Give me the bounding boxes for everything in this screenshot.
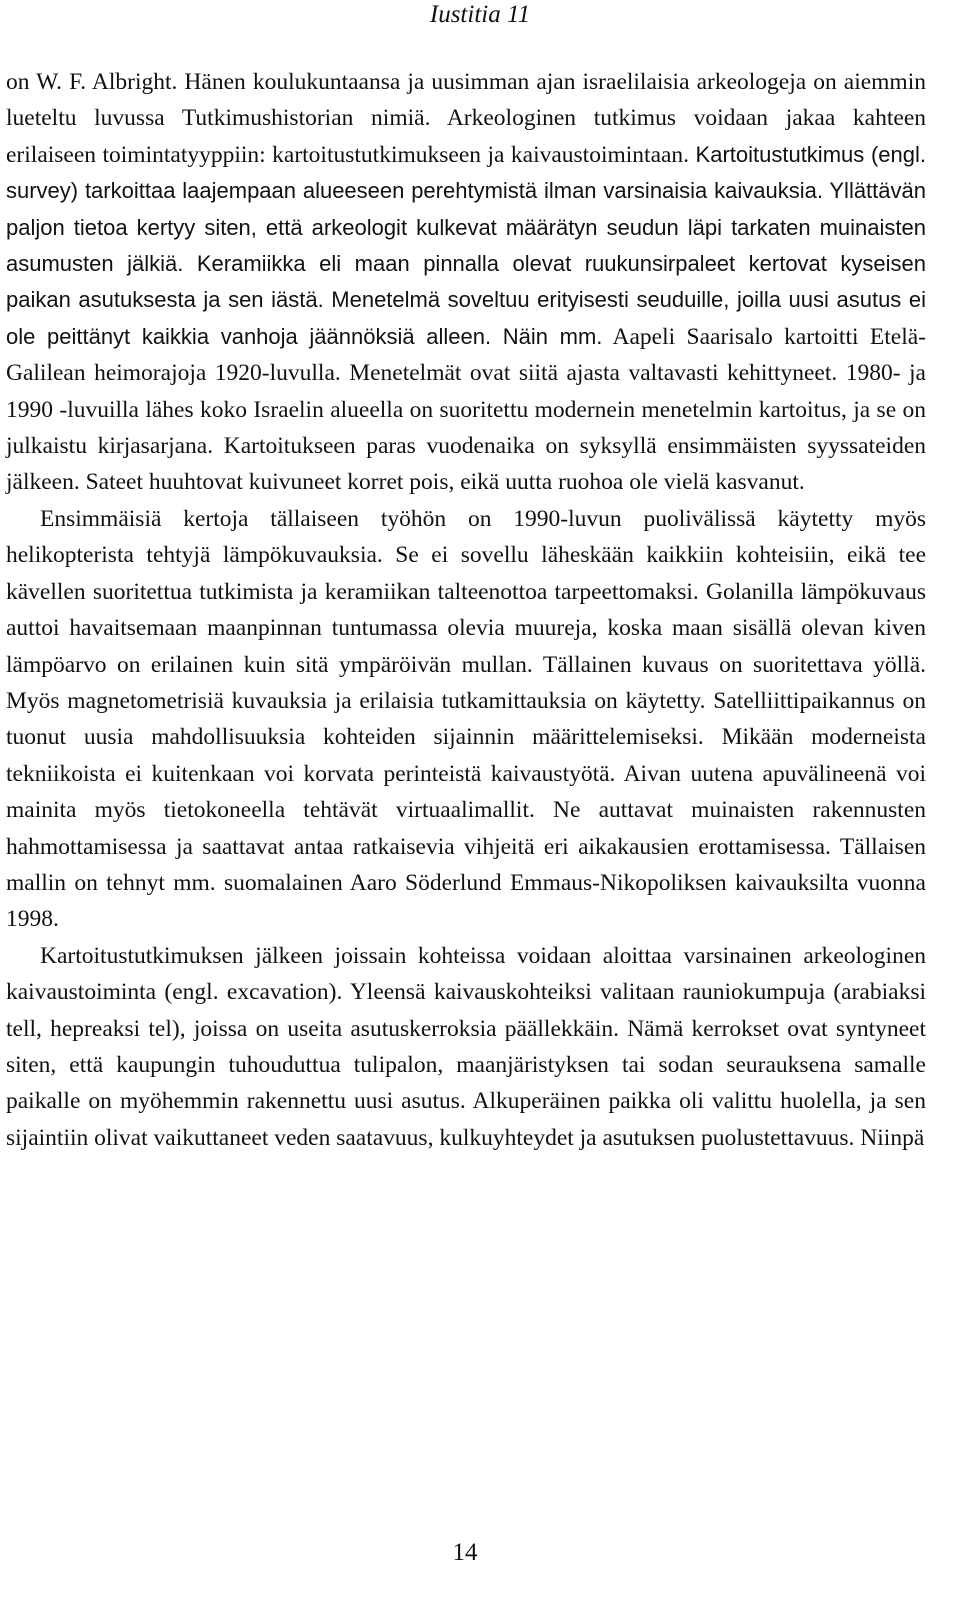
paragraph-survey-serif-rest: Aapeli Saarisalo kartoitti Etelä-Galilean heimorajoja 1920-luvulla. Menetelmät ovat siitä ajasta valtavasti kehittyneet. 1980- ja 1990 -luvuilla lähes koko Israelin alueella on suoritettu modernein menetelmin kartoitus, ja se on julkaistu kirjasarjana. Kartoitukseen paras vuodenaika on syksyllä ensimmäisten syyssateiden jälkeen. Sateet huuhtovat kuivuneet korret pois, eikä uutta ruohoa ole vielä kasvanut. bbox=[6, 323, 927, 496]
paragraph-survey-sans-span: Kartoitustutkimus (engl. survey) tarkoittaa laajempaan alueeseen perehtymistä ilman varsinaisia kaivauksia. Yllättävän paljon tietoa kertyy siten, että arkeologit kulkevat määrätyn seudun läpi tarkaten muinaisten asumusten jälkiä. Keramiikka eli maan pinnalla olevat ruukunsirpaleet kertovat kyseisen paikan asutuksesta ja sen iästä. Menetelmä soveltuu erityisesti seuduille, joilla uusi asutus ei ole peittänyt kaikkia vanhoja jäännöksiä alleen. Näin mm. bbox=[6, 141, 926, 349]
running-header: Iustitia 11 bbox=[429, 1, 531, 28]
paragraph-survey bbox=[6, 64, 926, 501]
page-number: 14 bbox=[452, 1539, 478, 1566]
paragraph-excavation: Kartoitustutkimuksen jälkeen joissain kohteissa voidaan aloittaa varsinainen arkeologinen kaivaustoiminta (engl. excavation). Yleensä kaivauskohteiksi valitaan rauniokumpuja (arabiaksi tell, hepreaksi tel), joissa on useita asutuskerroksia päällekkäin. Nämä kerrokset ovat syntyneet siten, että kaupungin tuhouduttua tulipalon, maanjäristyksen tai sodan seurauksena samalle paikalle on myöhemmin rakennettu uusi asutus. Alkuperäinen paikka oli valittu huolella, ja sen sijaintiin olivat vaikuttaneet veden saatavuus, kulkuyhteydet ja asutuksen puolustettavuus. Niinpä bbox=[6, 942, 926, 1151]
paragraph-survey-serif-intro: on W. F. Albright. Hänen koulukuntaansa ja uusimman ajan israelilaisia arkeologeja on aiemmin lueteltu luvussa Tutkimushistorian nimiä. Arkeologinen tutkimus voidaan jakaa kahteen erilaiseen toimintatyyppiin: kartoitustutkimukseen ja kaivaustoimintaan. bbox=[6, 69, 926, 168]
body-text bbox=[6, 64, 926, 1156]
paragraph-thermal-imaging: Ensimmäisiä kertoja tällaiseen työhön on 1990-luvun puolivälissä käytetty myös helikopterista tehtyjä lämpökuvauksia. Se ei sovellu läheskään kaikkiin kohteisiin, eikä tee kävellen suoritettua tutkimista ja keramiikan talteenottoa tarpeettomaksi. Golanilla lämpökuvaus auttoi havaitsemaan maanpinnan tuntumassa olevia muureja, koska maan sisällä olevan kiven lämpöarvo on erilainen kuin sitä ympäröivän mullan. Tällainen kuvaus on suoritettava yöllä. Myös magnetometrisiä kuvauksia ja erilaisia tutkamittauksia on käytetty. Satelliittipaikannus on tuonut uusia mahdollisuuksia kohteiden sijainnin määrittelemiseksi. Mikään moderneista tekniikoista ei kuitenkaan voi korvata perinteistä kaivaustyötä. Aivan uutena apuvälineenä voi mainita myös tietokoneella tehtävät virtuaalimallit. Ne auttavat muinaisten rakennusten hahmottamisessa ja saattavat antaa ratkaisevia vihjeitä eri aikakausien erottamisessa. Tällaisen mallin on tehnyt mm. suomalainen Aaro Söderlund Emmaus-Nikopoliksen kaivauksilta vuonna 1998. bbox=[6, 505, 926, 933]
